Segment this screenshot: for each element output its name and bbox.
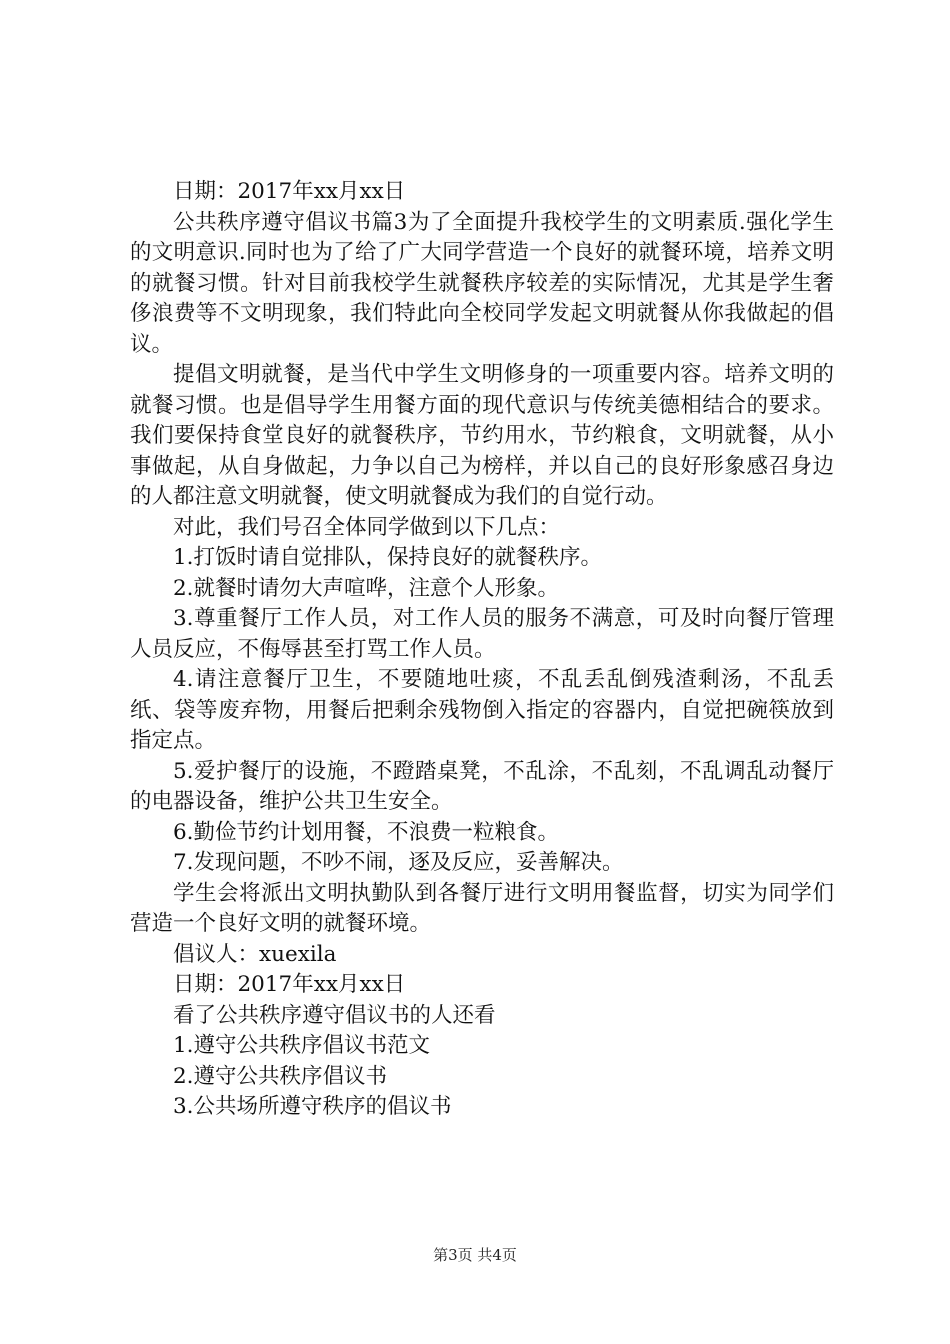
list-item-4: 4.请注意餐厅卫生，不要随地吐痰，不乱丢乱倒残渣剩汤，不乱丢纸、袋等废弃物，用餐后把剩余残物倒入指定的容器内，自觉把碗筷放到指定点。 xyxy=(130,667,834,753)
list-item-2: 2.就餐时请勿大声喧哗，注意个人形象。 xyxy=(173,575,560,601)
proposer-line: 倡议人：xuexila xyxy=(173,941,337,967)
list-item-6: 6.勤俭节约计划用餐，不浪费一粒粮食。 xyxy=(173,819,560,845)
intro-paragraph: 公共秩序遵守倡议书篇3为了全面提升我校学生的文明素质.强化学生的文明意识.同时也为了给了广大同学营造一个良好的就餐环境，培养文明的就餐习惯。针对目前我校学生就餐秩序较差的实际情况，尤其是学生奢侈浪费等不文明现象，我们特此向全校同学发起文明就餐从你我做起的倡议。 xyxy=(130,209,834,357)
call-paragraph: 对此，我们号召全体同学做到以下几点： xyxy=(173,514,561,540)
proposal-paragraph: 提倡文明就餐，是当代中学生文明修身的一项重要内容。培养文明的就餐习惯。也是倡导学生用餐方面的现代意识与传统美德相结合的要求。我们要保持食堂良好的就餐秩序，节约用水，节约粮食，文明就餐，从小事做起，从自身做起，力争以自己为榜样，并以自己的良好形象感召身边的人都注意文明就餐，使文明就餐成为我们的自觉行动。 xyxy=(130,362,834,509)
document-body xyxy=(130,177,834,1123)
related-link-2[interactable]: 2.遵守公共秩序倡议书 xyxy=(173,1063,388,1089)
list-item-1: 1.打饭时请自觉排队，保持良好的就餐秩序。 xyxy=(173,545,603,570)
related-link-3[interactable]: 3.公共场所遵守秩序的倡议书 xyxy=(173,1094,452,1119)
list-item-5: 5.爱护餐厅的设施，不蹬踏桌凳，不乱涂，不乱刻，不乱调乱动餐厅的电器设备，维护公共卫生安全。 xyxy=(130,758,834,814)
related-link-1[interactable]: 1.遵守公共秩序倡议书范文 xyxy=(173,1033,431,1058)
list-item-3: 3.尊重餐厅工作人员，对工作人员的服务不满意，可及时向餐厅管理人员反应，不侮辱甚至打骂工作人员。 xyxy=(130,606,834,662)
closing-paragraph: 学生会将派出文明执勤队到各餐厅进行文明用餐监督，切实为同学们营造一个良好文明的就餐环境。 xyxy=(130,880,834,936)
page-number: 第3页 共4页 xyxy=(433,1246,517,1264)
related-heading: 看了公共秩序遵守倡议书的人还看 xyxy=(173,1002,496,1028)
date-line-2: 日期：2017年xx月xx日 xyxy=(173,972,406,997)
list-item-7: 7.发现问题，不吵不闹，逐及反应，妥善解决。 xyxy=(173,850,624,875)
date-line: 日期：2017年xx月xx日 xyxy=(173,179,406,204)
